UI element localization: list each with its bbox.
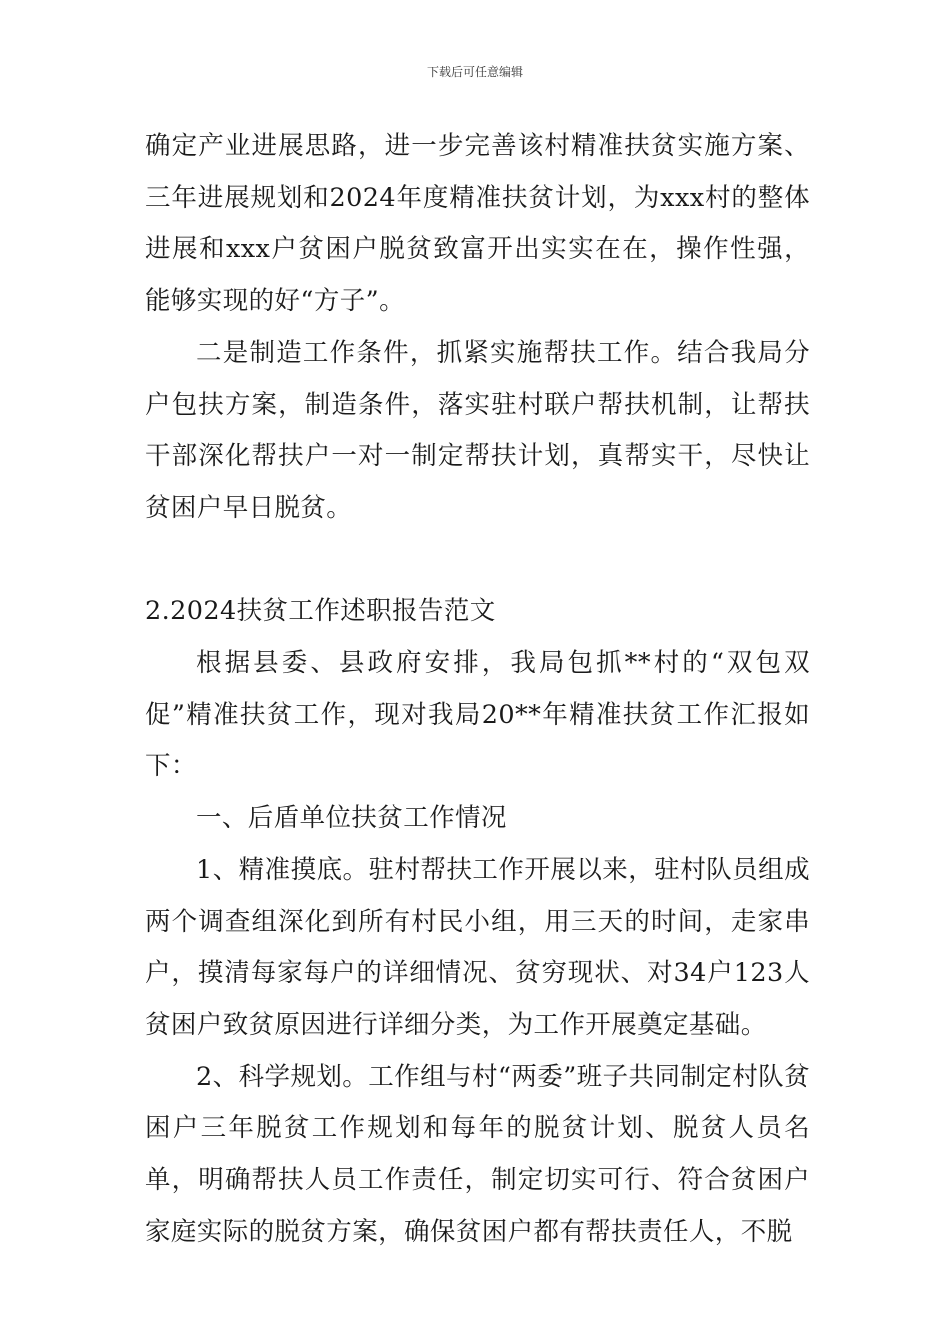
document-body — [145, 121, 810, 1258]
paragraph-continuation: 确定产业进展思路，进一步完善该村精准扶贫实施方案、三年进展规划和2024年度精准扶贫计划，为xxx村的整体进展和xxx户贫困户脱贫致富开出实实在在，操作性强，能够实现的好“方子”。 — [145, 131, 810, 317]
paragraph-item-1: 1、精准摸底。驻村帮扶工作开展以来，驻村队员组成两个调查组深化到所有村民小组，用三天的时间，走家串户，摸清每家每户的详细情况、贫穷现状、对34户123人贫困户致贫原因进行详细分类，为工作开展奠定基础。 — [145, 854, 810, 1040]
paragraph-second-point: 二是制造工作条件，抓紧实施帮扶工作。结合我局分户包扶方案，制造条件，落实驻村联户帮扶机制，让帮扶干部深化帮扶户一对一制定帮扶计划，真帮实干，尽快让贫困户早日脱贫。 — [145, 337, 810, 523]
page-header-note: 下载后可任意编辑 — [426, 65, 523, 79]
subsection-heading: 一、后盾单位扶贫工作情况 — [196, 803, 507, 834]
section-heading: 2.2024扶贫工作述职报告范文 — [145, 596, 496, 627]
paragraph-intro: 根据县委、县政府安排，我局包抓**村的“双包双促”精准扶贫工作，现对我局20**年精准扶贫工作汇报如下： — [145, 648, 810, 782]
paragraph-item-2: 2、科学规划。工作组与村“两委”班子共同制定村队贫困户三年脱贫工作规划和每年的脱贫计划、脱贫人员名单，明确帮扶人员工作责任，制定切实可行、符合贫困户家庭实际的脱贫方案，确保贫困户都有帮扶责任人，不脱 — [145, 1061, 810, 1247]
